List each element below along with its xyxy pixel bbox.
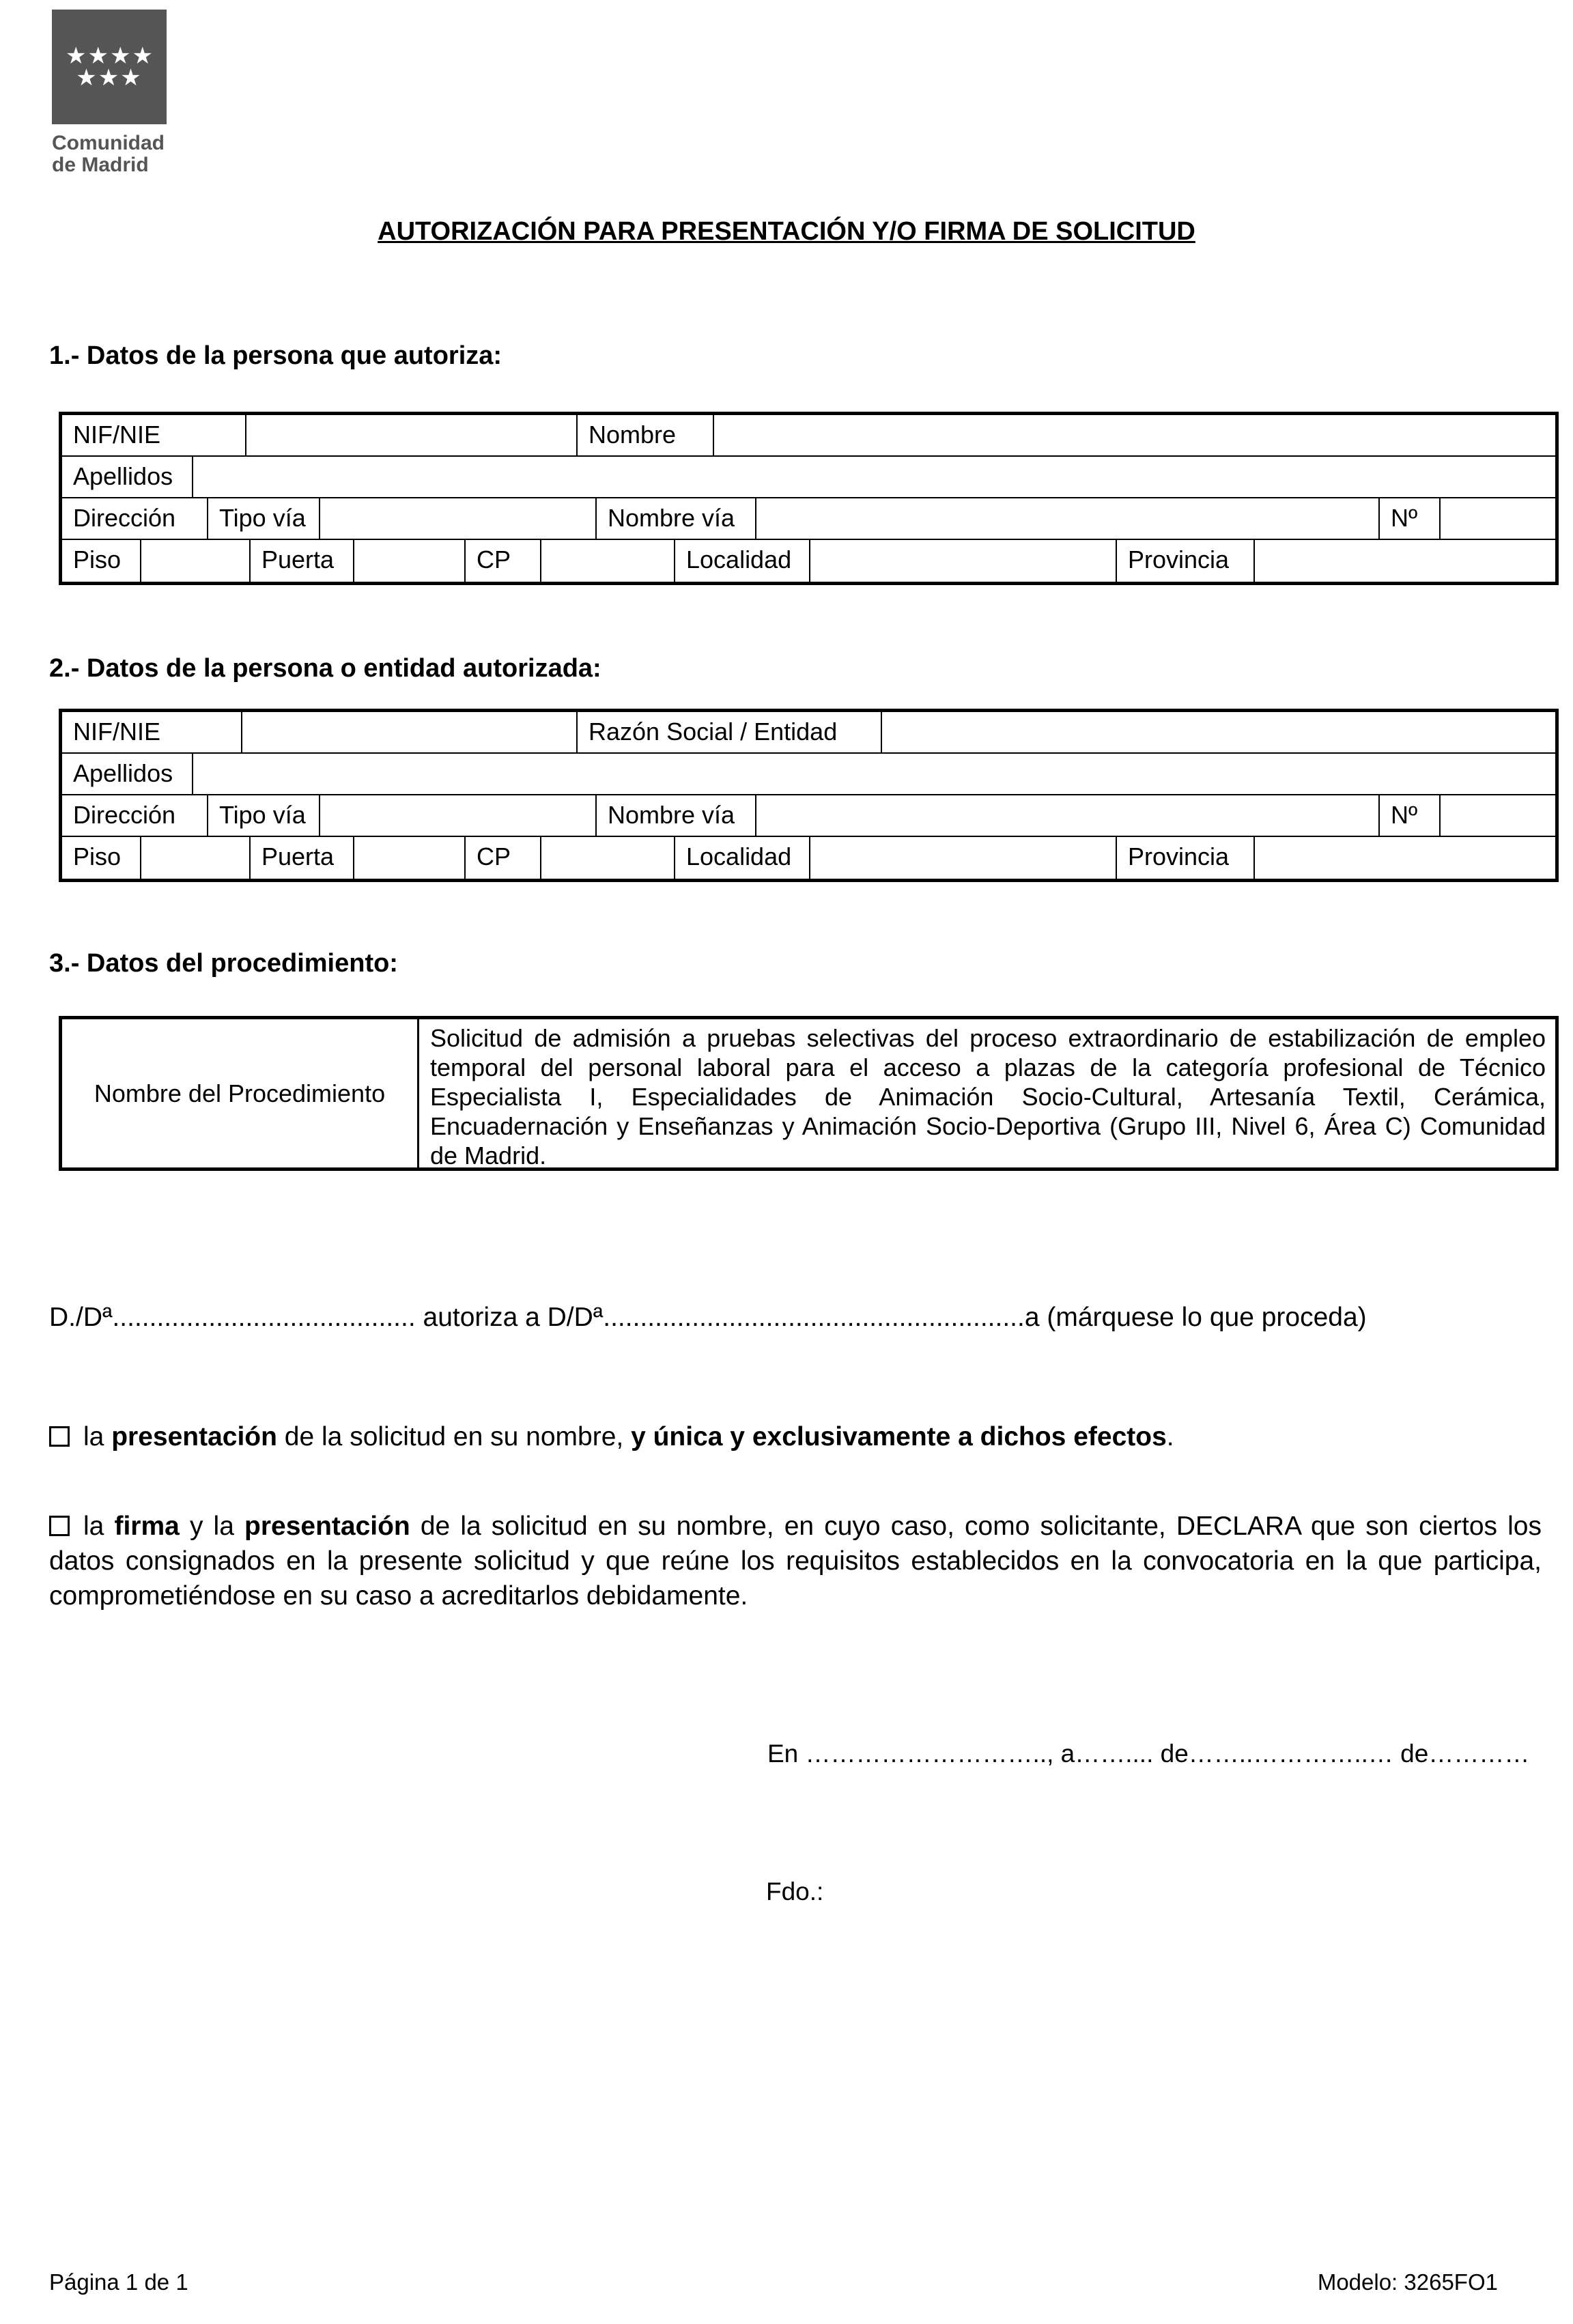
- option1-text-b: presentación: [111, 1422, 277, 1451]
- puerta-field[interactable]: [354, 837, 466, 879]
- procedure-label: Nombre del Procedimiento: [62, 1019, 419, 1167]
- table-row: [62, 415, 1555, 457]
- table-row: [62, 540, 1555, 582]
- localidad-label: Localidad: [675, 837, 810, 879]
- option-presentacion: [49, 1422, 1174, 1452]
- section-1-table: [59, 412, 1559, 585]
- nif-field[interactable]: [242, 712, 578, 752]
- razon-social-field[interactable]: [882, 712, 1555, 752]
- table-row: [62, 457, 1555, 498]
- procedure-text: Solicitud de admisión a pruebas selectivas del proceso extraordinario de estabilización de empleo temporal del personal laboral para el acceso a plazas de la categoría profesional de Técnico Especialista I, Especialidades de Animación Socio-Cultural, Artesanía Textil, Cerámica, Encuadernación y Enseñanzas y Animación Socio-Deportiva (Grupo III, Nivel 6, Área C) Comunidad de Madrid.: [430, 1024, 1546, 1170]
- piso-label: Piso: [62, 540, 141, 582]
- numero-label: Nº: [1380, 498, 1441, 539]
- section-3-heading: 3.- Datos del procedimiento:: [49, 949, 398, 978]
- table-row: [62, 712, 1555, 754]
- document-title: AUTORIZACIÓN PARA PRESENTACIÓN Y/O FIRMA DE SOLICITUD: [378, 217, 1195, 246]
- nif-field[interactable]: [246, 415, 578, 455]
- provincia-field[interactable]: [1255, 837, 1555, 879]
- direccion-label: Dirección: [62, 498, 208, 539]
- razon-social-label: Razón Social / Entidad: [578, 712, 882, 752]
- nombre-field[interactable]: [714, 415, 1555, 455]
- nombre-via-label: Nombre vía: [597, 498, 756, 539]
- tipo-via-label: Tipo vía: [208, 498, 320, 539]
- piso-label: Piso: [62, 837, 141, 879]
- procedure-table: [59, 1016, 1559, 1171]
- option2-text-c: y la: [179, 1512, 245, 1541]
- provincia-field[interactable]: [1255, 540, 1555, 582]
- nif-label: NIF/NIE: [62, 712, 242, 752]
- option2-text-e: de la solicitud en su nombre, en cuyo caso, como solicitante, DECLARA que son ciertos los datos consignados en la presente solicitud y que reúne los requisitos establecidos en la convocatoria en la que participa, comprometiéndose en su caso a acreditarlos debidamente.: [49, 1512, 1542, 1611]
- numero-field[interactable]: [1441, 498, 1555, 539]
- option2-text-a: la: [83, 1512, 115, 1541]
- model-number: Modelo: 3265FO1: [1317, 2269, 1498, 2295]
- place-date-line: En ……………………….., a…….... de……..…………..… de…………: [767, 1740, 1530, 1768]
- piso-field[interactable]: [141, 837, 251, 879]
- nombre-label: Nombre: [578, 415, 714, 455]
- table-row: [62, 795, 1555, 837]
- piso-field[interactable]: [141, 540, 251, 582]
- nombre-via-field[interactable]: [756, 498, 1380, 539]
- localidad-field[interactable]: [810, 540, 1117, 582]
- apellidos-label: Apellidos: [62, 754, 193, 794]
- numero-label: Nº: [1380, 795, 1441, 836]
- provincia-label: Provincia: [1117, 837, 1255, 879]
- option1-text-a: la: [83, 1422, 112, 1451]
- tipo-via-field[interactable]: [320, 498, 597, 539]
- logo-line-2: de Madrid: [52, 154, 149, 176]
- comunidad-madrid-logo: [52, 10, 168, 176]
- option2-text-d: presentación: [244, 1512, 410, 1541]
- option1-text-c: de la solicitud en su nombre,: [277, 1422, 632, 1451]
- puerta-field[interactable]: [354, 540, 466, 582]
- numero-field[interactable]: [1441, 795, 1555, 836]
- apellidos-field[interactable]: [193, 754, 1555, 794]
- logo-line-1: Comunidad: [52, 132, 165, 154]
- signature-label: Fdo.:: [766, 1877, 824, 1905]
- stars-icon: ★★★★ ★★★: [66, 43, 154, 91]
- option-firma-presentacion: [49, 1509, 1542, 1613]
- logo-square: [52, 10, 167, 124]
- table-row: [62, 498, 1555, 540]
- provincia-label: Provincia: [1117, 540, 1255, 582]
- nif-label: NIF/NIE: [62, 415, 246, 455]
- page-number: Página 1 de 1: [49, 2269, 188, 2295]
- option1-text-d: y única y exclusivamente a dichos efectos: [631, 1422, 1167, 1451]
- option-presentacion-checkbox[interactable]: [49, 1426, 70, 1447]
- authorization-line: D./Dª......................................... autoriza a D/Dª.........................................................a (márquese lo que proceda): [49, 1303, 1367, 1332]
- direccion-label: Dirección: [62, 795, 208, 836]
- apellidos-label: Apellidos: [62, 457, 193, 497]
- tipo-via-label: Tipo vía: [208, 795, 320, 836]
- nombre-via-label: Nombre vía: [597, 795, 756, 836]
- logo-text: [52, 132, 168, 176]
- option-firma-checkbox[interactable]: [49, 1516, 70, 1536]
- section-1-heading: 1.- Datos de la persona que autoriza:: [49, 341, 502, 370]
- cp-label: CP: [466, 837, 541, 879]
- cp-label: CP: [466, 540, 541, 582]
- nombre-via-field[interactable]: [756, 795, 1380, 836]
- tipo-via-field[interactable]: [320, 795, 597, 836]
- cp-field[interactable]: [541, 540, 675, 582]
- puerta-label: Puerta: [251, 837, 354, 879]
- cp-field[interactable]: [541, 837, 675, 879]
- localidad-label: Localidad: [675, 540, 810, 582]
- option1-text-e: .: [1166, 1422, 1174, 1451]
- localidad-field[interactable]: [810, 837, 1117, 879]
- apellidos-field[interactable]: [193, 457, 1555, 497]
- puerta-label: Puerta: [251, 540, 354, 582]
- section-2-table: [59, 709, 1559, 882]
- section-2-heading: 2.- Datos de la persona o entidad autorizada:: [49, 654, 601, 683]
- table-row: [62, 754, 1555, 795]
- option2-text-b: firma: [114, 1512, 180, 1541]
- table-row: [62, 837, 1555, 879]
